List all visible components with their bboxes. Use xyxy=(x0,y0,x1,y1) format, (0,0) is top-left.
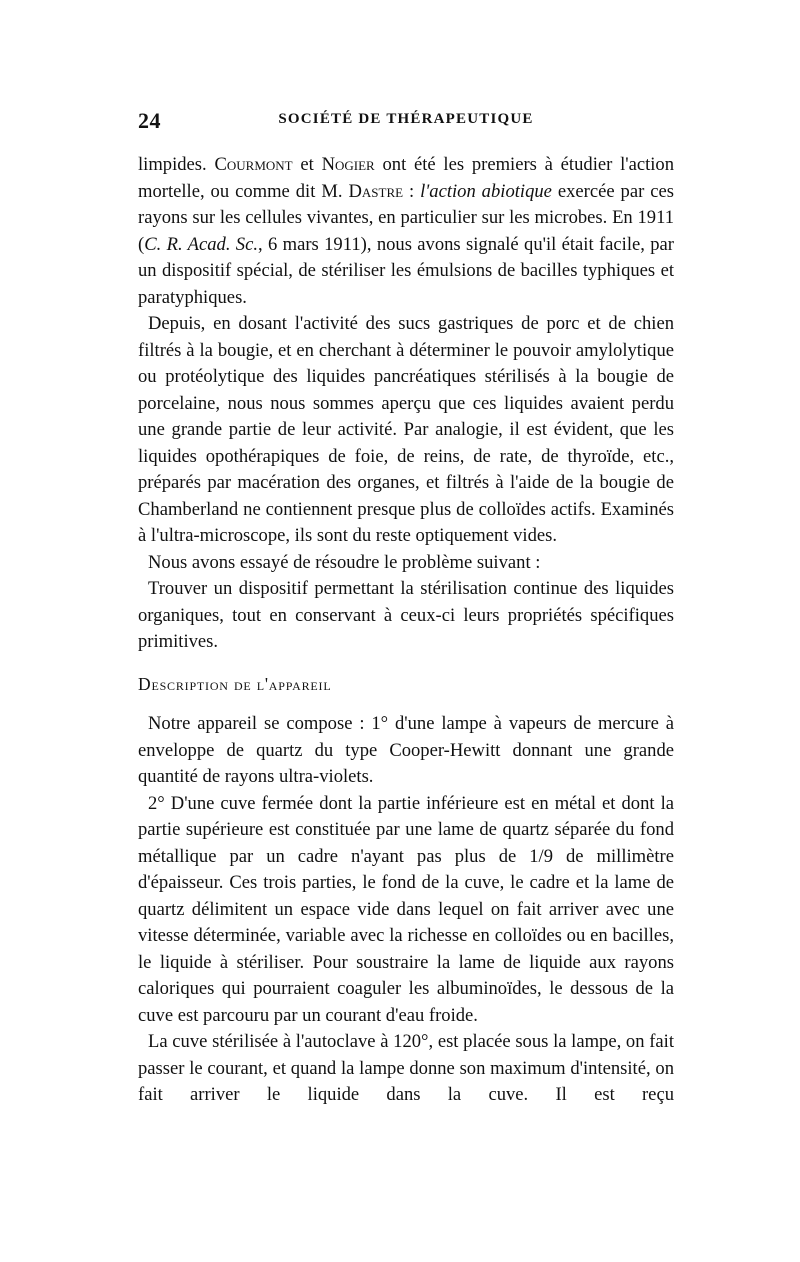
citation-italic: C. R. Acad. Sc. xyxy=(144,233,259,255)
paragraph-2: Depuis, en dosant l'activité des sucs gastriques de porc et de chien filtrés à la bougie, et en cherchant à déterminer le pouvoir amylolytique ou protéolytique des liquides pancréatiques stérilisés à la bougie de porcelaine, nous nous sommes aperçu que ces liquides avaient perdu une grande partie de leur activité. Par analogie, il est évident, que les liquides opothérapiques de foie, de reins, de rate, de thyroïde, etc., préparés par macération des organes, et filtrés à l'aide de la bougie de Chamberland ne contiennent presque plus de colloïdes actifs. Examinés à l'ultra-microscope, ils sont du reste optiquement vides. xyxy=(138,313,674,546)
page-header xyxy=(138,108,674,138)
text-run: exercée par ces rayons sur les cellules vivantes, en particulier sur les microbes. En 1911 ( xyxy=(138,180,674,255)
running-title: SOCIÉTÉ DE THÉRAPEUTIQUE xyxy=(278,111,534,127)
italic-term: l'action abiotique xyxy=(420,180,552,202)
page-number: 24 xyxy=(138,108,161,133)
paragraph-7: La cuve stérilisée à l'autoclave à 120°, est placée sous la lampe, on fait passer le courant, et quand la lampe donne son maximum d'intensité, on fait arriver le liquide dans la cuve. Il est reçu xyxy=(138,1031,674,1105)
author-name-courmont: Courmont xyxy=(214,154,293,175)
paragraph-6: 2° D'une cuve fermée dont la partie inférieure est en métal et dont la partie supérieure est constituée par une lame de quartz séparée du fond métallique par un cadre n'ayant pas plus de 1/9 de millimètre d'épaisseur. Ces trois parties, le fond de la cuve, le cadre et la lame de quartz délimitent un espace vide dans lequel on fait arriver avec une vitesse déterminée, variable avec la richesse en colloïdes ou en bacilles, le liquide à stériliser. Pour soustraire la lame de liquide aux rayons caloriques qui pourraient coaguler les albuminoïdes, le dessous de la cuve est parcouru par un courant d'eau froide. xyxy=(138,792,674,1026)
author-name-nogier: Nogier xyxy=(321,154,375,175)
paragraph-1 xyxy=(138,152,674,311)
paragraph-3: Nous avons essayé de résoudre le problème suivant : xyxy=(148,551,541,573)
text-run: ont été les premiers à étudier l'action mortelle, ou comme dit M. xyxy=(138,154,675,202)
text-run: limpides. xyxy=(138,154,215,175)
text-run: et xyxy=(292,154,322,175)
text-run: : xyxy=(403,180,421,202)
page-body xyxy=(138,152,674,1109)
paragraph-4: Trouver un dispositif permettant la stérilisation continue des liquides organiques, tout en conservant à ceux-ci leurs propriétés spécifiques primitives. xyxy=(138,578,674,652)
author-name-dastre: Dastre xyxy=(348,180,404,202)
section-heading: Description de l'appareil xyxy=(138,673,332,694)
text-run: , 6 mars 1911), nous avons signalé qu'il était facile, par un dispositif spécial, de stériliser les émulsions de bacilles typhiques et paratyphiques. xyxy=(138,233,674,308)
paragraph-5: Notre appareil se compose : 1° d'une lampe à vapeurs de mercure à enveloppe de quartz du type Cooper-Hewitt donnant une grande quantité de rayons ultra-violets. xyxy=(138,713,674,787)
